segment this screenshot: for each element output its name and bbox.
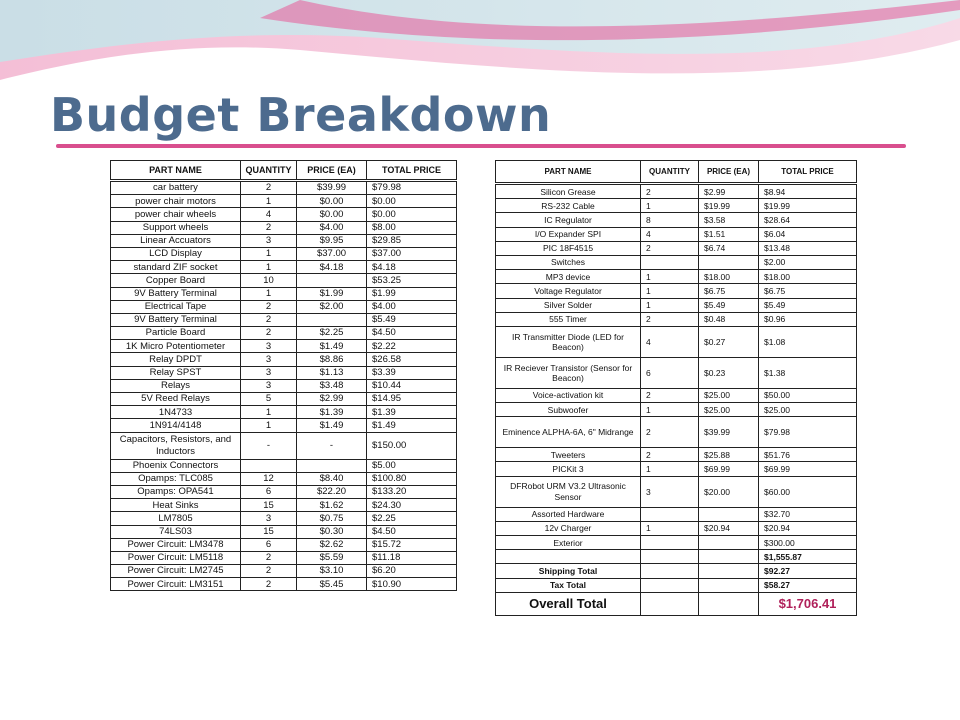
- total-price-cell: $2.22: [367, 340, 457, 353]
- total-price-cell: $5.49: [759, 298, 857, 312]
- quantity-cell: 1: [241, 247, 297, 260]
- quantity-cell: [641, 536, 699, 550]
- total-price-cell: $0.00: [367, 208, 457, 221]
- quantity-cell: 1: [241, 287, 297, 300]
- right-budget-table: [495, 160, 857, 616]
- left-budget-table: [110, 160, 457, 591]
- quantity-cell: 2: [241, 551, 297, 564]
- quantity-cell: 6: [241, 538, 297, 551]
- part-name-cell: LCD Display: [111, 247, 241, 260]
- quantity-cell: 4: [641, 326, 699, 357]
- price-each-cell: $19.99: [699, 199, 759, 213]
- table-row: [111, 485, 457, 498]
- part-name-cell: Power Circuit: LM5118: [111, 551, 241, 564]
- table-row: [496, 255, 857, 269]
- part-name-cell: 9V Battery Terminal: [111, 313, 241, 326]
- total-price-cell: $28.64: [759, 213, 857, 227]
- quantity-cell: 3: [241, 512, 297, 525]
- total-price-cell: $3.39: [367, 366, 457, 379]
- quantity-cell: 1: [641, 270, 699, 284]
- part-name-cell: Silicon Grease: [496, 184, 641, 199]
- table-row: [111, 393, 457, 406]
- total-price-cell: $13.48: [759, 241, 857, 255]
- quantity-cell: 12: [241, 472, 297, 485]
- part-name-cell: Copper Board: [111, 274, 241, 287]
- part-name-cell: Opamps: OPA541: [111, 485, 241, 498]
- part-name-cell: 74LS03: [111, 525, 241, 538]
- part-name-cell: Eminence ALPHA-6A, 6" Midrange: [496, 417, 641, 448]
- part-name-cell: Particle Board: [111, 327, 241, 340]
- part-name-cell: LM7805: [111, 512, 241, 525]
- total-price-cell: $4.18: [367, 261, 457, 274]
- table-row: [496, 241, 857, 255]
- quantity-cell: 3: [241, 379, 297, 392]
- table-row: [496, 227, 857, 241]
- table-row: [111, 525, 457, 538]
- total-price-cell: $15.72: [367, 538, 457, 551]
- price-each-cell: $3.48: [297, 379, 367, 392]
- table-row: [496, 507, 857, 521]
- part-name-cell: 12v Charger: [496, 521, 641, 535]
- quantity-cell: 2: [641, 241, 699, 255]
- quantity-cell: 1: [641, 298, 699, 312]
- column-header-total-price: TOTAL PRICE: [759, 161, 857, 184]
- price-each-cell: $25.00: [699, 403, 759, 417]
- total-price-cell: $79.98: [367, 181, 457, 195]
- price-each-cell: [699, 536, 759, 550]
- part-name-cell: Voltage Regulator: [496, 284, 641, 298]
- price-each-cell: [699, 550, 759, 564]
- table-row: [496, 578, 857, 592]
- part-name-cell: IC Regulator: [496, 213, 641, 227]
- quantity-cell: 3: [241, 234, 297, 247]
- quantity-cell: 6: [641, 357, 699, 388]
- quantity-cell: 2: [241, 578, 297, 591]
- quantity-cell: 2: [241, 181, 297, 195]
- total-price-cell: $60.00: [759, 476, 857, 507]
- total-price-cell: $1.08: [759, 326, 857, 357]
- quantity-cell: 2: [641, 184, 699, 199]
- part-name-cell: Assorted Hardware: [496, 507, 641, 521]
- part-name-cell: IR Transmitter Diode (LED for Beacon): [496, 326, 641, 357]
- table-row: [111, 565, 457, 578]
- table-row: [111, 419, 457, 432]
- overall-total-value: $1,706.41: [759, 592, 857, 615]
- quantity-cell: 1: [641, 462, 699, 476]
- part-name-cell: MP3 device: [496, 270, 641, 284]
- price-each-cell: $25.88: [699, 448, 759, 462]
- total-price-cell: $25.00: [759, 403, 857, 417]
- part-name-cell: power chair wheels: [111, 208, 241, 221]
- price-each-cell: [297, 313, 367, 326]
- quantity-cell: 15: [241, 525, 297, 538]
- part-name-cell: 1N4733: [111, 406, 241, 419]
- price-each-cell: $2.00: [297, 300, 367, 313]
- total-price-cell: $100.80: [367, 472, 457, 485]
- quantity-cell: 2: [241, 221, 297, 234]
- part-name-cell: DFRobot URM V3.2 Ultrasonic Sensor: [496, 476, 641, 507]
- part-name-cell: Switches: [496, 255, 641, 269]
- column-header-total-price: TOTAL PRICE: [367, 161, 457, 181]
- table-row: [111, 247, 457, 260]
- total-price-cell: $0.96: [759, 312, 857, 326]
- table-row: [496, 326, 857, 357]
- table-row: [111, 379, 457, 392]
- price-each-cell: $0.23: [699, 357, 759, 388]
- table-row: [496, 521, 857, 535]
- table-row: [496, 357, 857, 388]
- table-row: [111, 313, 457, 326]
- total-price-cell: $79.98: [759, 417, 857, 448]
- table-row: [111, 459, 457, 472]
- overall-total-label: Overall Total: [496, 592, 641, 615]
- price-each-cell: $5.49: [699, 298, 759, 312]
- part-name-cell: 555 Timer: [496, 312, 641, 326]
- total-price-cell: $300.00: [759, 536, 857, 550]
- price-each-cell: $18.00: [699, 270, 759, 284]
- part-name-cell: Relays: [111, 379, 241, 392]
- price-each-cell: $1.51: [699, 227, 759, 241]
- part-name-cell: Subwoofer: [496, 403, 641, 417]
- price-each-cell: $3.58: [699, 213, 759, 227]
- quantity-cell: 2: [241, 300, 297, 313]
- price-each-cell: -: [297, 432, 367, 459]
- part-name-cell: Voice-activation kit: [496, 388, 641, 402]
- total-price-cell: $4.00: [367, 300, 457, 313]
- part-name-cell: PICKit 3: [496, 462, 641, 476]
- total-price-cell: $2.00: [759, 255, 857, 269]
- price-each-cell: $0.30: [297, 525, 367, 538]
- part-name-cell: 1K Micro Potentiometer: [111, 340, 241, 353]
- quantity-cell: 3: [241, 353, 297, 366]
- left-table-header-row: [111, 161, 457, 181]
- price-each-cell: $69.99: [699, 462, 759, 476]
- part-name-cell: Heat Sinks: [111, 499, 241, 512]
- quantity-cell: 2: [641, 312, 699, 326]
- table-row: [496, 199, 857, 213]
- total-price-cell: $5.49: [367, 313, 457, 326]
- part-name-cell: Tweeters: [496, 448, 641, 462]
- total-price-cell: $1,555.87: [759, 550, 857, 564]
- quantity-cell: [641, 255, 699, 269]
- quantity-cell: 4: [241, 208, 297, 221]
- quantity-cell: 1: [241, 261, 297, 274]
- price-each-cell: $8.40: [297, 472, 367, 485]
- total-price-cell: $19.99: [759, 199, 857, 213]
- table-row: [111, 551, 457, 564]
- table-row: [496, 550, 857, 564]
- part-name-cell: Relay SPST: [111, 366, 241, 379]
- price-each-cell: $5.45: [297, 578, 367, 591]
- price-each-cell: $9.95: [297, 234, 367, 247]
- part-name-cell: PIC 18F4515: [496, 241, 641, 255]
- table-row: [496, 284, 857, 298]
- table-row: [111, 512, 457, 525]
- price-each-cell: $6.75: [699, 284, 759, 298]
- total-price-cell: $10.90: [367, 578, 457, 591]
- slide-title: Budget Breakdown: [50, 88, 552, 142]
- total-price-cell: $11.18: [367, 551, 457, 564]
- quantity-cell: [641, 578, 699, 592]
- quantity-cell: 2: [641, 417, 699, 448]
- table-row: [111, 578, 457, 591]
- quantity-cell: 1: [241, 406, 297, 419]
- price-each-cell: $1.99: [297, 287, 367, 300]
- total-price-cell: $92.27: [759, 564, 857, 578]
- table-cell: [699, 592, 759, 615]
- part-name-cell: Exterior: [496, 536, 641, 550]
- total-price-cell: $6.04: [759, 227, 857, 241]
- part-name-cell: Shipping Total: [496, 564, 641, 578]
- quantity-cell: 1: [641, 199, 699, 213]
- quantity-cell: 3: [241, 340, 297, 353]
- price-each-cell: $25.00: [699, 388, 759, 402]
- overall-total-row: [496, 592, 857, 615]
- table-row: [111, 327, 457, 340]
- table-row: [496, 564, 857, 578]
- price-each-cell: [699, 564, 759, 578]
- price-each-cell: $20.00: [699, 476, 759, 507]
- table-row: [111, 472, 457, 485]
- quantity-cell: 4: [641, 227, 699, 241]
- price-each-cell: [699, 507, 759, 521]
- total-price-cell: $4.50: [367, 327, 457, 340]
- table-row: [111, 221, 457, 234]
- price-each-cell: $2.99: [699, 184, 759, 199]
- column-header-part-name: PART NAME: [496, 161, 641, 184]
- price-each-cell: $4.18: [297, 261, 367, 274]
- table-row: [496, 403, 857, 417]
- part-name-cell: standard ZIF socket: [111, 261, 241, 274]
- part-name-cell: Power Circuit: LM3151: [111, 578, 241, 591]
- total-price-cell: $50.00: [759, 388, 857, 402]
- column-header-quantity: QUANTITY: [241, 161, 297, 181]
- part-name-cell: Phoenix Connectors: [111, 459, 241, 472]
- part-name-cell: Tax Total: [496, 578, 641, 592]
- table-row: [111, 432, 457, 459]
- column-header-price-each: PRICE (EA): [297, 161, 367, 181]
- column-header-quantity: QUANTITY: [641, 161, 699, 184]
- price-each-cell: $2.62: [297, 538, 367, 551]
- quantity-cell: 1: [241, 195, 297, 208]
- table-row: [496, 536, 857, 550]
- quantity-cell: 1: [241, 419, 297, 432]
- quantity-cell: 2: [241, 327, 297, 340]
- table-row: [496, 417, 857, 448]
- total-price-cell: $29.85: [367, 234, 457, 247]
- part-name-cell: Support wheels: [111, 221, 241, 234]
- price-each-cell: $0.00: [297, 195, 367, 208]
- table-row: [111, 366, 457, 379]
- total-price-cell: $6.20: [367, 565, 457, 578]
- right-table-header-row: [496, 161, 857, 184]
- price-each-cell: $6.74: [699, 241, 759, 255]
- part-name-cell: Relay DPDT: [111, 353, 241, 366]
- column-header-part-name: PART NAME: [111, 161, 241, 181]
- quantity-cell: 2: [641, 448, 699, 462]
- price-each-cell: [699, 578, 759, 592]
- quantity-cell: -: [241, 432, 297, 459]
- quantity-cell: 5: [241, 393, 297, 406]
- part-name-cell: I/O Expander SPI: [496, 227, 641, 241]
- quantity-cell: 1: [641, 284, 699, 298]
- table-row: [496, 213, 857, 227]
- table-row: [496, 388, 857, 402]
- price-each-cell: [297, 459, 367, 472]
- part-name-cell: Power Circuit: LM3478: [111, 538, 241, 551]
- price-each-cell: $22.20: [297, 485, 367, 498]
- table-row: [111, 300, 457, 313]
- price-each-cell: $2.25: [297, 327, 367, 340]
- price-each-cell: $1.62: [297, 499, 367, 512]
- table-row: [496, 448, 857, 462]
- part-name-cell: power chair motors: [111, 195, 241, 208]
- total-price-cell: $1.49: [367, 419, 457, 432]
- quantity-cell: [641, 507, 699, 521]
- total-price-cell: $37.00: [367, 247, 457, 260]
- part-name-cell: Electrical Tape: [111, 300, 241, 313]
- total-price-cell: $10.44: [367, 379, 457, 392]
- price-each-cell: $0.48: [699, 312, 759, 326]
- total-price-cell: $51.76: [759, 448, 857, 462]
- total-price-cell: $69.99: [759, 462, 857, 476]
- table-row: [111, 208, 457, 221]
- title-underline: [56, 144, 906, 148]
- price-each-cell: $4.00: [297, 221, 367, 234]
- part-name-cell: Linear Accuators: [111, 234, 241, 247]
- quantity-cell: 2: [641, 388, 699, 402]
- price-each-cell: $2.99: [297, 393, 367, 406]
- quantity-cell: 15: [241, 499, 297, 512]
- part-name-cell: 9V Battery Terminal: [111, 287, 241, 300]
- quantity-cell: [241, 459, 297, 472]
- table-row: [111, 261, 457, 274]
- price-each-cell: $1.49: [297, 340, 367, 353]
- total-price-cell: $1.99: [367, 287, 457, 300]
- part-name-cell: 5V Reed Relays: [111, 393, 241, 406]
- table-row: [496, 476, 857, 507]
- total-price-cell: $14.95: [367, 393, 457, 406]
- price-each-cell: $0.75: [297, 512, 367, 525]
- total-price-cell: $0.00: [367, 195, 457, 208]
- total-price-cell: $8.94: [759, 184, 857, 199]
- right-table-body: [496, 184, 857, 593]
- table-row: [111, 353, 457, 366]
- price-each-cell: $39.99: [699, 417, 759, 448]
- part-name-cell: IR Reciever Transistor (Sensor for Beacon): [496, 357, 641, 388]
- table-row: [111, 195, 457, 208]
- total-price-cell: $53.25: [367, 274, 457, 287]
- quantity-cell: 3: [641, 476, 699, 507]
- price-each-cell: $1.49: [297, 419, 367, 432]
- part-name-cell: Silver Solder: [496, 298, 641, 312]
- table-row: [496, 184, 857, 199]
- part-name-cell: Power Circuit: LM2745: [111, 565, 241, 578]
- total-price-cell: $58.27: [759, 578, 857, 592]
- quantity-cell: [641, 564, 699, 578]
- table-row: [111, 287, 457, 300]
- part-name-cell: [496, 550, 641, 564]
- quantity-cell: [641, 550, 699, 564]
- part-name-cell: car battery: [111, 181, 241, 195]
- price-each-cell: $5.59: [297, 551, 367, 564]
- quantity-cell: 3: [241, 366, 297, 379]
- price-each-cell: $0.00: [297, 208, 367, 221]
- total-price-cell: $6.75: [759, 284, 857, 298]
- total-price-cell: $4.50: [367, 525, 457, 538]
- price-each-cell: $3.10: [297, 565, 367, 578]
- quantity-cell: 8: [641, 213, 699, 227]
- table-cell: [641, 592, 699, 615]
- price-each-cell: $1.39: [297, 406, 367, 419]
- total-price-cell: $32.70: [759, 507, 857, 521]
- table-row: [111, 234, 457, 247]
- total-price-cell: $24.30: [367, 499, 457, 512]
- price-each-cell: $1.13: [297, 366, 367, 379]
- price-each-cell: $8.86: [297, 353, 367, 366]
- table-row: [496, 298, 857, 312]
- table-row: [111, 499, 457, 512]
- quantity-cell: 1: [641, 521, 699, 535]
- quantity-cell: 6: [241, 485, 297, 498]
- total-price-cell: $133.20: [367, 485, 457, 498]
- price-each-cell: $0.27: [699, 326, 759, 357]
- total-price-cell: $20.94: [759, 521, 857, 535]
- part-name-cell: 1N914/4148: [111, 419, 241, 432]
- quantity-cell: 10: [241, 274, 297, 287]
- total-price-cell: $5.00: [367, 459, 457, 472]
- total-price-cell: $2.25: [367, 512, 457, 525]
- table-row: [111, 406, 457, 419]
- total-price-cell: $26.58: [367, 353, 457, 366]
- quantity-cell: 2: [241, 565, 297, 578]
- column-header-price-each: PRICE (EA): [699, 161, 759, 184]
- price-each-cell: [297, 274, 367, 287]
- table-row: [111, 538, 457, 551]
- table-row: [496, 312, 857, 326]
- total-price-cell: $1.38: [759, 357, 857, 388]
- table-row: [111, 340, 457, 353]
- total-price-cell: $18.00: [759, 270, 857, 284]
- part-name-cell: RS-232 Cable: [496, 199, 641, 213]
- table-row: [111, 274, 457, 287]
- left-table-body: [111, 181, 457, 591]
- price-each-cell: $20.94: [699, 521, 759, 535]
- table-row: [111, 181, 457, 195]
- table-row: [496, 270, 857, 284]
- table-row: [496, 462, 857, 476]
- total-price-cell: $8.00: [367, 221, 457, 234]
- total-price-cell: $150.00: [367, 432, 457, 459]
- total-price-cell: $1.39: [367, 406, 457, 419]
- quantity-cell: 1: [641, 403, 699, 417]
- quantity-cell: 2: [241, 313, 297, 326]
- price-each-cell: [699, 255, 759, 269]
- price-each-cell: $37.00: [297, 247, 367, 260]
- part-name-cell: Opamps: TLC085: [111, 472, 241, 485]
- price-each-cell: $39.99: [297, 181, 367, 195]
- part-name-cell: Capacitors, Resistors, and Inductors: [111, 432, 241, 459]
